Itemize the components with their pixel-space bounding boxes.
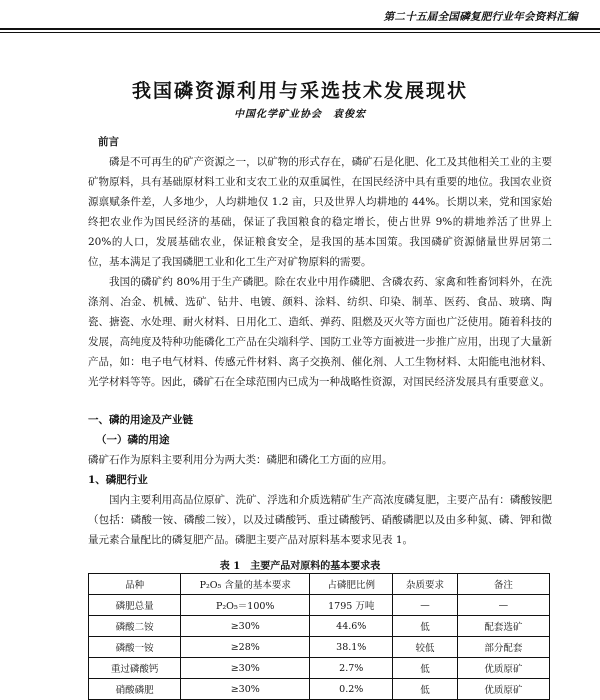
table-cell: 磷肥总量 bbox=[89, 595, 181, 616]
table-cell: ≥30% bbox=[181, 616, 310, 637]
requirements-table bbox=[88, 573, 550, 700]
table-cell: 低 bbox=[393, 616, 458, 637]
running-header: 第二十五届全国磷复肥行业年会资料汇编 bbox=[383, 11, 578, 23]
column-header: 占磷肥比例 bbox=[310, 574, 393, 595]
table-cell: — bbox=[393, 595, 458, 616]
table-row bbox=[89, 595, 550, 616]
subsection-fertilizer-heading: 1、磷肥行业 bbox=[88, 474, 148, 486]
table-cell: 优质原矿 bbox=[457, 679, 549, 700]
column-header: 品种 bbox=[89, 574, 181, 595]
table-cell: ≥28% bbox=[181, 637, 310, 658]
table-cell: — bbox=[457, 595, 549, 616]
table-cell: 低 bbox=[393, 658, 458, 679]
table-cell: 38.1% bbox=[310, 637, 393, 658]
table-cell: ≥30% bbox=[181, 679, 310, 700]
column-header: 备注 bbox=[457, 574, 549, 595]
table-cell: 磷酸二铵 bbox=[89, 616, 181, 637]
table-cell: 优质原矿 bbox=[457, 658, 549, 679]
foreword-heading: 前言 bbox=[98, 136, 119, 148]
table-cell: ≥30% bbox=[181, 658, 310, 679]
foreword-section bbox=[88, 132, 552, 392]
column-header: P₂O₅ 含量的基本要求 bbox=[181, 574, 310, 595]
foreword-paragraph-2: 我国的磷矿约 80%用于生产磷肥。除在农业中用作磷肥、含磷农药、家禽和牲畜饲料外，在洗涤剂、冶金、机械、选矿、钻井、电镀、颜料、涂料、纺织、印染、制革、医药、食品、玻璃、陶瓷、搪瓷、水处理、耐火材料、日用化工、造纸、弹药、阻燃及灭火等方面也广泛使用。随着科技的发展，高纯度及特种功能磷化工产品在尖端科学、国防工业等方面被进一步推广应用，出现了大量新产品，如：电子电气材料、传感元件材料、离子交换剂、催化剂、人工生物材料、太阳能电池材料、光学材料等等。因此，磷矿石在全球范围内已成为一种战略性资源，对国民经济发展具有重要意义。 bbox=[88, 276, 552, 388]
table-cell: 44.6% bbox=[310, 616, 393, 637]
table-cell: 磷酸一铵 bbox=[89, 637, 181, 658]
section-1-heading: 一、磷的用途及产业链 bbox=[88, 414, 193, 426]
table-cell: 配套选矿 bbox=[457, 616, 549, 637]
table-row bbox=[89, 658, 550, 679]
column-header: 杂质要求 bbox=[393, 574, 458, 595]
table-cell: 重过磷酸钙 bbox=[89, 658, 181, 679]
author-byline: 中国化学矿业协会 袁俊宏 bbox=[234, 109, 366, 120]
subsection-1-text: 磷矿石作为原料主要利用分为两大类：磷肥和磷化工方面的应用。 bbox=[88, 454, 393, 466]
table-header-row bbox=[89, 574, 550, 595]
table-cell: 部分配套 bbox=[457, 637, 549, 658]
table-cell: P₂O₅＝100% bbox=[181, 595, 310, 616]
header-rule-thin bbox=[0, 32, 600, 33]
table-cell: 1795 万吨 bbox=[310, 595, 393, 616]
subsection-1-heading: （一）磷的用途 bbox=[96, 434, 170, 446]
table-cell: 较低 bbox=[393, 637, 458, 658]
table-row bbox=[89, 616, 550, 637]
table-caption: 表 1 主要产品对原料的基本要求表 bbox=[219, 561, 381, 572]
table-cell: 2.7% bbox=[310, 658, 393, 679]
table-cell: 0.2% bbox=[310, 679, 393, 700]
table-row bbox=[89, 679, 550, 700]
section-uses bbox=[88, 410, 552, 550]
foreword-paragraph-1: 磷是不可再生的矿产资源之一，以矿物的形式存在，磷矿石是化肥、化工及其他相关工业的主要矿物原料，具有基础原材料工业和支农工业的双重属性，在国民经济中具有重要的地位。我国农业资源禀赋条件差，人多地少，人均耕地仅 1.2 亩，只及世界人均耕地的 44%。长期以来，党和国家始终把农业作为国民经济的基础，保证了我国粮食的稳定增长，使占世界 9%的耕地养活了世界上 20%的人口，发展基础农业，保证粮食安全，是我国的基本国策。我国磷矿资源储量世界居第二位，基本满足了我国磷肥工业和化工生产对矿物原料的需要。 bbox=[88, 156, 552, 268]
fertilizer-paragraph: 国内主要利用高品位原矿、洗矿、浮选和介质选精矿生产高浓度磷复肥，主要产品有：磷酸铵肥（包括：磷酸一铵、磷酸二铵），以及过磷酸钙、重过磷酸钙、硝酸磷肥以及由多种氮、磷、钾和微量元素合量配比的磷复肥产品。磷肥主要产品对原料基本要求见表 1。 bbox=[88, 494, 552, 546]
header-rule bbox=[0, 28, 600, 30]
table-row bbox=[89, 637, 550, 658]
table-cell: 低 bbox=[393, 679, 458, 700]
table-cell: 硝酸磷肥 bbox=[89, 679, 181, 700]
article-title: 我国磷资源利用与采选技术发展现状 bbox=[131, 80, 468, 102]
